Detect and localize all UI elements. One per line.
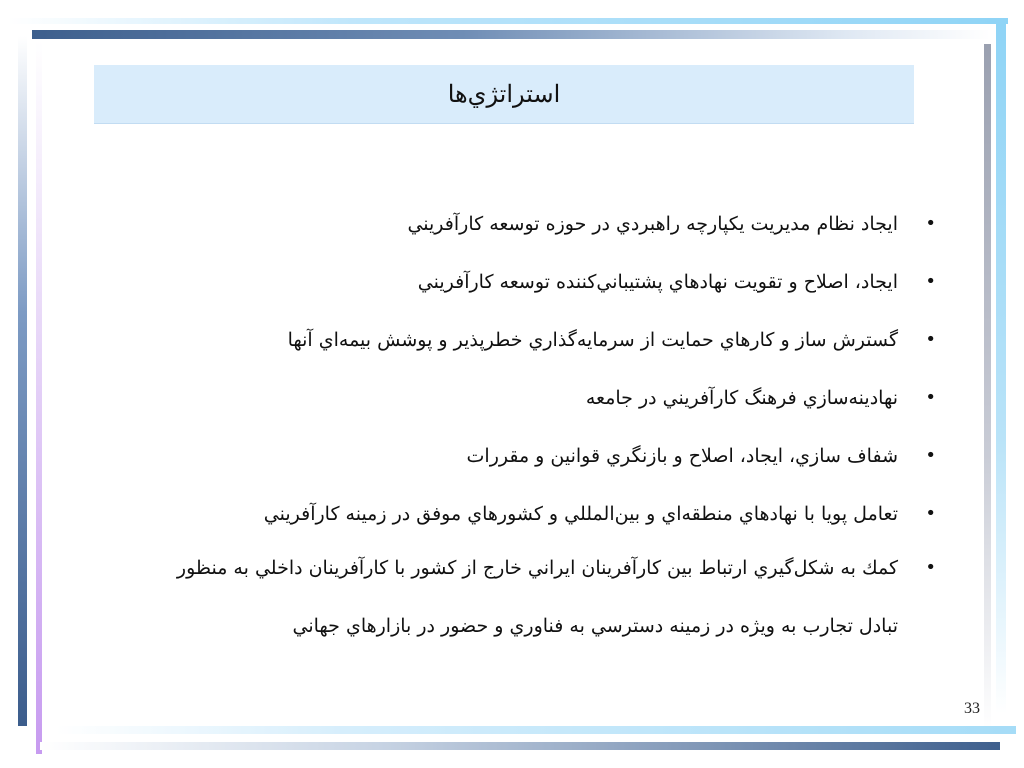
bullet-item — [110, 258, 940, 316]
bullet-icon: • — [925, 271, 936, 292]
page-number: 33 — [964, 700, 980, 717]
bullet-item — [110, 374, 940, 432]
bullet-icon: • — [925, 557, 936, 578]
right-decorative-bar-gray — [984, 44, 991, 730]
slide-title: استراتژي‌ها — [447, 80, 561, 108]
bullet-icon: • — [925, 445, 936, 466]
bullet-item-continuation — [110, 602, 940, 660]
bullet-text: شفاف سازي، ايجاد، اصلاح و بازنگري قوانين و مقررات — [466, 445, 898, 467]
top-decorative-bar-light — [8, 18, 1008, 24]
bullet-text: تبادل تجارب به ويژه در زمينه دسترسي به فناوري و حضور در بازارهاي جهاني — [292, 615, 898, 637]
bullet-icon: • — [925, 213, 936, 234]
bullet-item — [110, 490, 940, 544]
bullet-text: گسترش ساز و کارهاي حمايت از سرمايه‌گذاري خطرپذير و پوشش بيمه‌اي آنها — [287, 329, 898, 351]
left-decorative-bar-blue — [18, 36, 27, 726]
bottom-decorative-bar-dark — [40, 742, 1000, 750]
bullet-item — [110, 316, 940, 374]
bullet-icon: • — [925, 329, 936, 350]
bullet-text: تعامل پويا با نهادهاي منطقه‌اي و بين‌المللي و کشورهاي موفق در زمينه کارآفريني — [263, 503, 898, 525]
left-decorative-bar-purple — [36, 40, 42, 754]
bullet-text: ايجاد نظام مديريت يکپارچه راهبردي در حوزه توسعه کارآفريني — [407, 213, 898, 235]
bullet-item — [110, 432, 940, 490]
bullet-icon: • — [925, 503, 936, 524]
bullet-item — [110, 544, 940, 602]
bullet-item — [110, 200, 940, 258]
bullet-text: نهادينه‌سازي فرهنگ کارآفريني در جامعه — [585, 387, 898, 409]
right-decorative-bar-blue — [996, 24, 1006, 714]
bottom-decorative-bar-light — [56, 726, 1016, 734]
bullet-text: ايجاد، اصلاح و تقويت نهادهاي پشتيباني‌کننده توسعه کارآفريني — [417, 271, 898, 293]
bullet-text: کمك به شكل‌گيري ارتباط بين کارآفرينان ايراني خارج از کشور با کارآفرينان داخلي به منظور — [176, 557, 898, 579]
bullet-list — [110, 200, 940, 660]
bullet-icon: • — [925, 387, 936, 408]
slide-title-box — [94, 65, 914, 124]
top-decorative-bar-dark — [32, 30, 990, 39]
